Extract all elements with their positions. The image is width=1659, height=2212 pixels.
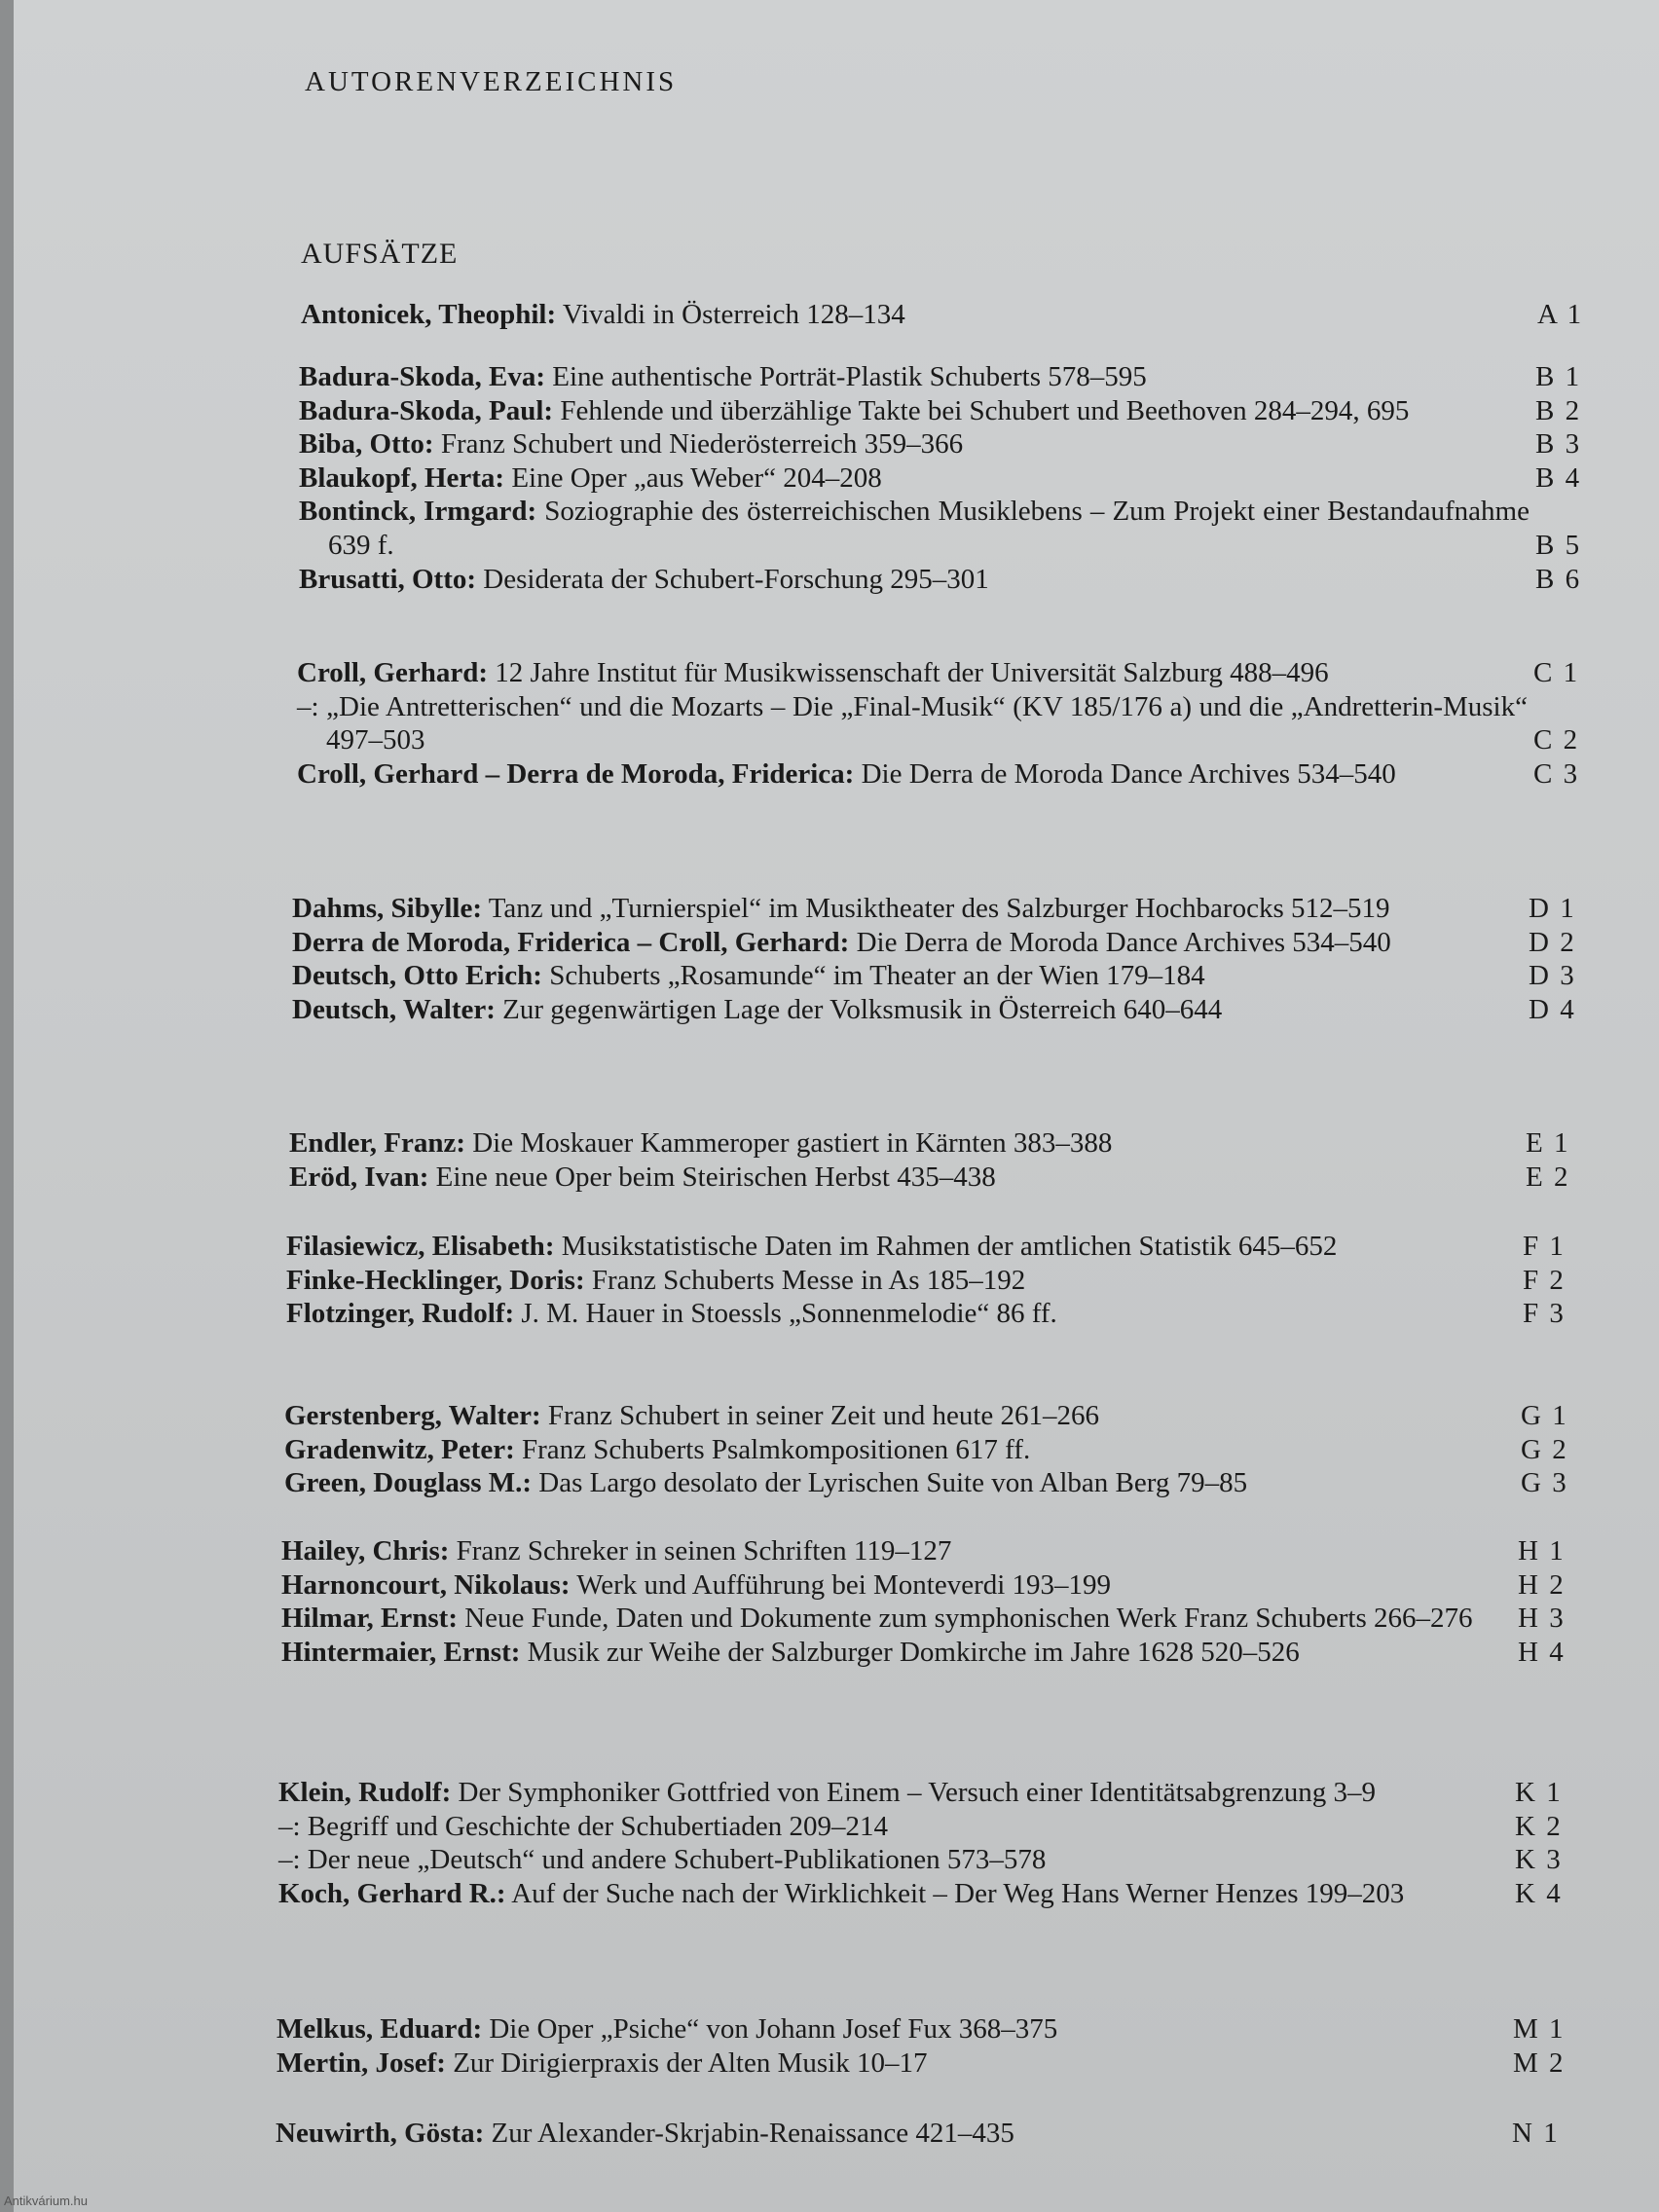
index-entry <box>278 1877 1573 1911</box>
section-heading: AUFSÄTZE <box>301 238 459 270</box>
entry-text <box>278 1877 1509 1911</box>
index-entry <box>292 926 1587 960</box>
entry-code: E 1 <box>1526 1127 1568 1159</box>
entry-title: Neue Funde, Daten und Dokumente zum symphonischen Werk Franz Schuberts 266–276 <box>457 1603 1473 1635</box>
entry-author: Eröd, Ivan: <box>289 1161 429 1193</box>
letter-group-a <box>301 298 1596 332</box>
entry-code: G 1 <box>1521 1400 1567 1431</box>
index-entry <box>299 495 1594 562</box>
entry-text <box>278 1843 1509 1877</box>
index-entry <box>276 2046 1571 2081</box>
entry-text <box>292 959 1523 993</box>
letter-group-d <box>292 892 1587 1026</box>
entry-text <box>284 1433 1515 1467</box>
entry-code: G 2 <box>1521 1433 1567 1465</box>
entry-code: H 2 <box>1518 1568 1564 1601</box>
entry-title: Eine Oper „aus Weber“ 204–208 <box>504 461 882 494</box>
entry-author: Filasiewicz, Elisabeth: <box>286 1231 555 1262</box>
entry-author: Klein, Rudolf: <box>278 1777 452 1808</box>
entry-text <box>292 892 1523 926</box>
entry-code: N 1 <box>1512 2118 1558 2149</box>
entry-author: Koch, Gerhard R.: <box>278 1877 506 1909</box>
entry-text <box>284 1466 1515 1500</box>
entry-author: Deutsch, Walter: <box>292 993 496 1025</box>
index-entry <box>299 563 1594 597</box>
index-entry <box>299 360 1594 394</box>
index-entry <box>297 656 1592 690</box>
index-entry <box>299 461 1594 496</box>
entry-code: B 6 <box>1535 563 1580 595</box>
entry-text <box>299 427 1530 461</box>
entry-code: D 1 <box>1529 893 1574 924</box>
index-entry <box>284 1399 1579 1433</box>
entry-author: Hintermaier, Ernst: <box>281 1636 521 1668</box>
entry-author: Neuwirth, Gösta: <box>276 2118 485 2149</box>
entry-author: Hailey, Chris: <box>281 1535 450 1567</box>
index-entry <box>297 757 1592 792</box>
entry-title: Tanz und „Turnierspiel“ im Musiktheater des Salzburger Hochbarocks 512–519 <box>481 893 1390 924</box>
entry-text <box>292 993 1523 1027</box>
index-entry <box>299 427 1594 461</box>
index-entry <box>276 2117 1570 2151</box>
entry-text <box>281 1568 1512 1603</box>
index-entry <box>281 1636 1576 1670</box>
entry-title: Auf der Suche nach der Wirklichkeit – Der Weg Hans Werner Henzes 199–203 <box>505 1877 1405 1909</box>
entry-author: Hilmar, Ernst: <box>281 1603 458 1635</box>
entry-code: C 2 <box>1533 724 1578 756</box>
entry-code: F 2 <box>1523 1264 1564 1296</box>
entry-text <box>276 2012 1507 2046</box>
entry-text <box>299 461 1530 496</box>
entry-text <box>276 2046 1507 2081</box>
letter-group-f <box>286 1230 1581 1331</box>
letter-group-h <box>281 1534 1576 1669</box>
entry-title: 12 Jahre Institut für Musikwissenschaft der Universität Salzburg 488–496 <box>488 657 1329 688</box>
letter-group-m <box>276 2012 1571 2080</box>
entry-code: D 4 <box>1529 993 1574 1025</box>
entry-code: B 4 <box>1535 461 1580 494</box>
entry-text <box>286 1297 1517 1331</box>
letter-group-e <box>289 1126 1584 1194</box>
entry-author: Bontinck, Irmgard: <box>299 496 537 528</box>
watermark: Antikvárium.hu <box>4 2194 88 2208</box>
entry-code: M 1 <box>1513 2013 1564 2045</box>
page-edge <box>0 0 14 2212</box>
letter-group-g <box>284 1399 1579 1500</box>
entry-author: Croll, Gerhard – Derra de Moroda, Friderica: <box>297 757 855 790</box>
entry-code: M 2 <box>1513 2046 1564 2079</box>
letter-group-b <box>299 360 1594 596</box>
entry-author: Biba, Otto: <box>299 428 434 461</box>
entry-title: Desiderata der Schubert-Forschung 295–301 <box>476 563 989 595</box>
entry-author: Badura-Skoda, Eva: <box>299 361 546 392</box>
entry-title: Franz Schubert in seiner Zeit und heute 261–266 <box>540 1400 1100 1431</box>
letter-group-n <box>276 2117 1570 2151</box>
index-entry <box>276 2012 1571 2046</box>
entry-author: Derra de Moroda, Friderica – Croll, Gerhard: <box>292 926 850 958</box>
entry-text <box>297 690 1528 757</box>
index-entry <box>292 959 1587 993</box>
entry-code: H 4 <box>1518 1636 1564 1668</box>
entry-title: Der Symphoniker Gottfried von Einem – Versuch einer Identitätsabgrenzung 3–9 <box>451 1777 1377 1808</box>
entry-code: A 1 <box>1537 299 1582 330</box>
entry-code: B 2 <box>1535 394 1580 426</box>
entry-text <box>281 1534 1512 1568</box>
entry-text <box>289 1161 1520 1195</box>
entry-author: Badura-Skoda, Paul: <box>299 394 554 426</box>
entry-code: K 1 <box>1515 1777 1561 1808</box>
entry-title: Franz Schreker in seinen Schriften 119–127 <box>449 1535 952 1567</box>
entry-text <box>299 360 1530 394</box>
entry-code: E 2 <box>1526 1161 1568 1193</box>
index-entry <box>278 1776 1573 1810</box>
letter-group-c <box>297 656 1592 791</box>
entry-code: K 3 <box>1515 1844 1561 1876</box>
index-entry <box>289 1161 1584 1195</box>
entry-code: B 5 <box>1535 529 1580 561</box>
entry-code: H 1 <box>1518 1535 1564 1567</box>
entry-code: D 2 <box>1529 926 1574 958</box>
entry-author: Brusatti, Otto: <box>299 563 477 595</box>
index-entry <box>301 298 1596 332</box>
entry-author: Harnoncourt, Nikolaus: <box>281 1568 571 1601</box>
entry-text <box>286 1264 1517 1298</box>
entry-title: Fehlende und überzählige Takte bei Schubert und Beethoven 284–294, 695 <box>553 394 1410 426</box>
entry-text <box>299 563 1530 597</box>
entry-author: Blaukopf, Herta: <box>299 461 505 494</box>
index-entry <box>281 1568 1576 1603</box>
entry-title: Eine authentische Porträt-Plastik Schuberts 578–595 <box>545 361 1147 392</box>
entry-code: K 2 <box>1515 1810 1561 1842</box>
entry-author: Finke-Hecklinger, Doris: <box>286 1264 585 1296</box>
entry-title: –: Begriff und Geschichte der Schubertiaden 209–214 <box>278 1810 889 1842</box>
entry-text <box>299 495 1530 562</box>
index-entry <box>278 1810 1573 1844</box>
letter-group-k <box>278 1776 1573 1910</box>
entry-text <box>281 1602 1512 1636</box>
entry-text <box>278 1810 1509 1844</box>
entry-author: Croll, Gerhard: <box>297 657 488 688</box>
entry-title: Schuberts „Rosamunde“ im Theater an der Wien 179–184 <box>541 960 1205 992</box>
index-entry <box>284 1466 1579 1500</box>
index-entry <box>281 1602 1576 1636</box>
entry-title: Zur Dirigierpraxis der Alten Musik 10–17 <box>445 2046 928 2079</box>
entry-author: Green, Douglass M.: <box>284 1467 533 1499</box>
entry-title: Franz Schubert und Niederösterreich 359–366 <box>433 428 964 461</box>
index-entry <box>278 1843 1573 1877</box>
entry-author: Dahms, Sibylle: <box>292 893 482 924</box>
index-entry <box>292 892 1587 926</box>
entry-text <box>289 1126 1520 1161</box>
entry-title: Eine neue Oper beim Steirischen Herbst 435–438 <box>428 1161 996 1193</box>
entry-title: Musikstatistische Daten im Rahmen der amtlichen Statistik 645–652 <box>554 1231 1338 1262</box>
entry-author: Gradenwitz, Peter: <box>284 1433 515 1465</box>
entry-code: C 1 <box>1533 657 1578 688</box>
entry-code: F 3 <box>1523 1298 1564 1330</box>
entry-title: –: Der neue „Deutsch“ und andere Schubert-Publikationen 573–578 <box>278 1844 1047 1876</box>
entry-title: Musik zur Weihe der Salzburger Domkirche im Jahre 1628 520–526 <box>520 1636 1300 1668</box>
entry-author: Mertin, Josef: <box>276 2046 446 2079</box>
entry-title: Die Oper „Psiche“ von Johann Josef Fux 368–375 <box>482 2013 1058 2045</box>
entry-title: Soziographie des österreichischen Musiklebens – Zum Projekt einer Bestandaufnahme 639 f. <box>328 496 1530 561</box>
entry-title: Zur Alexander-Skrjabin-Renaissance 421–435 <box>484 2118 1014 2149</box>
entry-code: C 3 <box>1533 757 1578 790</box>
index-entry <box>299 394 1594 428</box>
entry-code: H 3 <box>1518 1603 1564 1635</box>
index-entry <box>297 690 1592 757</box>
page-title: AUTORENVERZEICHNIS <box>305 66 678 97</box>
entry-text <box>286 1230 1517 1264</box>
entry-author: Deutsch, Otto Erich: <box>292 960 542 992</box>
entry-title: Franz Schuberts Messe in As 185–192 <box>584 1264 1026 1296</box>
entry-title: Die Moskauer Kammeroper gastiert in Kärnten 383–388 <box>464 1127 1113 1159</box>
index-entry <box>286 1230 1581 1264</box>
index-entry <box>292 993 1587 1027</box>
entry-text <box>281 1636 1512 1670</box>
entry-title: –: „Die Antretterischen“ und die Mozarts – Die „Final-Musik“ (KV 185/176 a) und die „Andretterin-Musik“ 497–503 <box>297 690 1528 756</box>
entry-author: Melkus, Eduard: <box>276 2013 483 2045</box>
entry-code: B 1 <box>1535 361 1580 392</box>
entry-title: Zur gegenwärtigen Lage der Volksmusik in Österreich 640–644 <box>495 993 1223 1025</box>
index-entry <box>286 1297 1581 1331</box>
entry-code: F 1 <box>1523 1231 1564 1262</box>
entry-text <box>292 926 1523 960</box>
entry-title: Werk und Aufführung bei Monteverdi 193–199 <box>570 1568 1112 1601</box>
index-entry <box>286 1264 1581 1298</box>
entry-title: Die Derra de Moroda Dance Archives 534–540 <box>854 757 1396 790</box>
entry-text <box>297 757 1528 792</box>
entry-author: Gerstenberg, Walter: <box>284 1400 541 1431</box>
entry-text <box>297 656 1528 690</box>
index-entry <box>289 1126 1584 1161</box>
entry-author: Antonicek, Theophil: <box>301 299 557 330</box>
entry-title: J. M. Hauer in Stoessls „Sonnenmelodie“ 86 ff. <box>514 1298 1057 1330</box>
entry-author: Flotzinger, Rudolf: <box>286 1298 515 1330</box>
index-entry <box>281 1534 1576 1568</box>
index-entry <box>284 1433 1579 1467</box>
entry-author: Endler, Franz: <box>289 1127 465 1159</box>
entry-title: Das Largo desolato der Lyrischen Suite von Alban Berg 79–85 <box>532 1467 1248 1499</box>
entry-code: B 3 <box>1535 428 1580 461</box>
entry-code: D 3 <box>1529 960 1574 992</box>
entry-text <box>276 2117 1506 2151</box>
entry-title: Vivaldi in Österreich 128–134 <box>556 299 905 330</box>
entry-text <box>301 298 1531 332</box>
entry-text <box>299 394 1530 428</box>
entry-code: G 3 <box>1521 1467 1567 1499</box>
entry-code: K 4 <box>1515 1877 1561 1909</box>
entry-text <box>278 1776 1509 1810</box>
entry-text <box>284 1399 1515 1433</box>
entry-title: Franz Schuberts Psalmkompositionen 617 ff. <box>514 1433 1031 1465</box>
entry-title: Die Derra de Moroda Dance Archives 534–540 <box>849 926 1391 958</box>
